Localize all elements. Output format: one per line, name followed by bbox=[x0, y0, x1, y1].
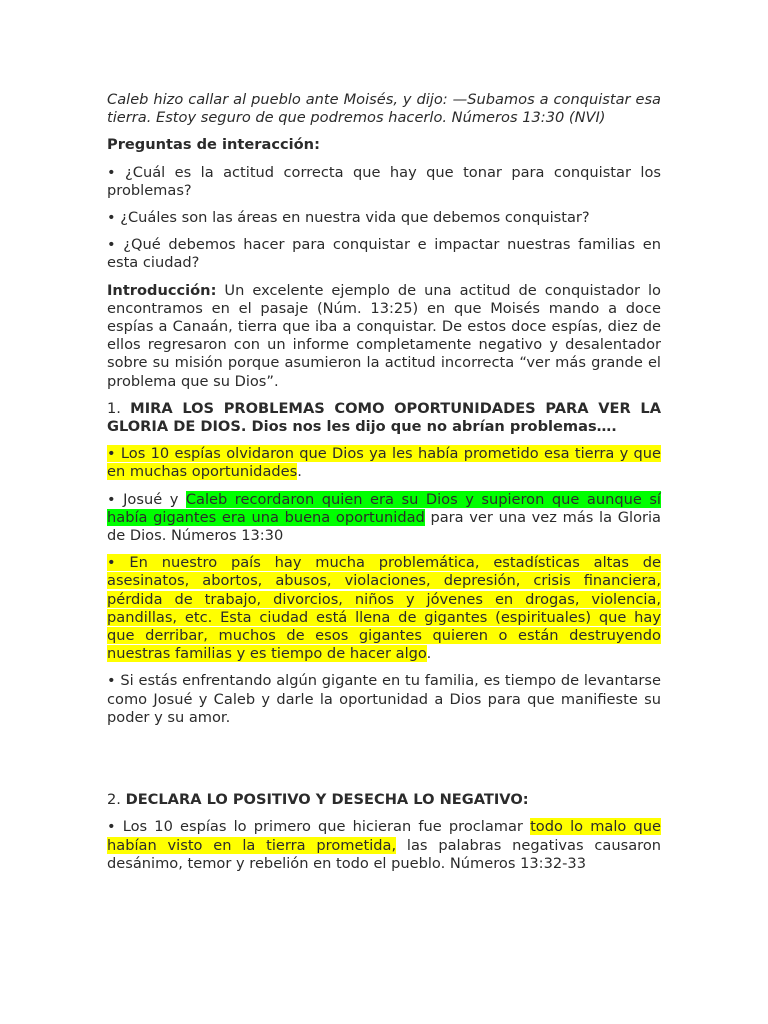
yellow-highlight: • En nuestro país hay mucha problemática, estadísticas altas de asesinatos, abortos, abusos, violaciones, depresión, crisis financiera, pérdida de trabajo, divorcios, niños y jóvenes en drogas, violencia, pandillas, etc. Esta ciudad está llena de gigantes (espirituales) que hay que derribar, muchos de esos gigantes quieren o están destruyendo nuestras familias y es tiempo de hacer algo bbox=[107, 554, 661, 663]
section-1-bullet-4: • Si estás enfrentando algún gigante en tu familia, es tiempo de levantarse como Josué y Caleb y darle la oportunidad a Dios para que manifieste su poder y su amor. bbox=[107, 672, 661, 726]
opening-quote: Caleb hizo callar al pueblo ante Moisés, y dijo: —Subamos a conquistar esa tierra. Estoy seguro de que podremos hacerlo. Números 13:30 (NVI) bbox=[107, 91, 661, 127]
yellow-highlight: • Los 10 espías olvidaron que Dios ya les había prometido esa tierra y que en muchas oportunidades bbox=[107, 445, 661, 481]
yellow-highlight: todo lo malo que habían visto en la tierra prometida, bbox=[107, 818, 661, 854]
section-2-title: DECLARA LO POSITIVO Y DESECHA LO NEGATIVO: bbox=[125, 791, 529, 809]
document-page bbox=[107, 91, 661, 882]
question-item: • ¿Cuáles son las áreas en nuestra vida que debemos conquistar? bbox=[107, 209, 590, 227]
section-1-bullet-1 bbox=[107, 445, 661, 481]
question-item: • ¿Cuál es la actitud correcta que hay que tonar para conquistar los problemas? bbox=[107, 163, 661, 199]
bullet-text: • Josué y bbox=[107, 490, 186, 508]
bullet-text: . bbox=[297, 463, 302, 481]
introduction-paragraph bbox=[107, 282, 661, 391]
section-1-bullet-3 bbox=[107, 554, 661, 663]
bullet-text: • Los 10 espías lo primero que hicieran fue proclamar bbox=[107, 818, 531, 836]
section-2-number: 2. bbox=[107, 791, 126, 809]
section-1-bullet-2 bbox=[107, 491, 661, 546]
spacer bbox=[107, 736, 661, 791]
bullet-text: las palabras negativas causaron desánimo, temor y rebelión en todo el pueblo. Números 13:32-33 bbox=[107, 836, 661, 872]
introduction-label: Introducción: bbox=[107, 281, 217, 299]
green-highlight: Caleb recordaron quien era su Dios y supieron que aunque sí había gigantes era una buena oportunidad bbox=[107, 490, 661, 526]
bullet-text: . bbox=[426, 645, 432, 663]
question-item: • ¿Qué debemos hacer para conquistar e impactar nuestras familias en esta ciudad? bbox=[107, 236, 661, 272]
section-1-title: MIRA LOS PROBLEMAS COMO OPORTUNIDADES PARA VER LA GLORIA DE DIOS. Dios nos les dijo que no abrían problemas…. bbox=[107, 399, 661, 436]
bullet-text: para ver una vez más la Gloria de Dios. Números 13:30 bbox=[107, 508, 662, 545]
section-1-number: 1. bbox=[107, 399, 131, 417]
questions-heading: Preguntas de interacción: bbox=[107, 136, 320, 154]
section-1-heading bbox=[107, 400, 661, 436]
section-2-bullet-1 bbox=[107, 818, 661, 873]
section-2-heading bbox=[107, 791, 661, 809]
introduction-text: Un excelente ejemplo de una actitud de conquistador lo encontramos en el pasaje (Núm. 13:25) en que Moisés mando a doce espías a Canaán, tierra que iba a conquistar. De estos doce espías, diez de ellos regresaron con un informe completamente negativo y desalentador sobre su misión porque asumieron la actitud incorrecta “ver más grande el problema que su Dios”. bbox=[107, 281, 661, 390]
